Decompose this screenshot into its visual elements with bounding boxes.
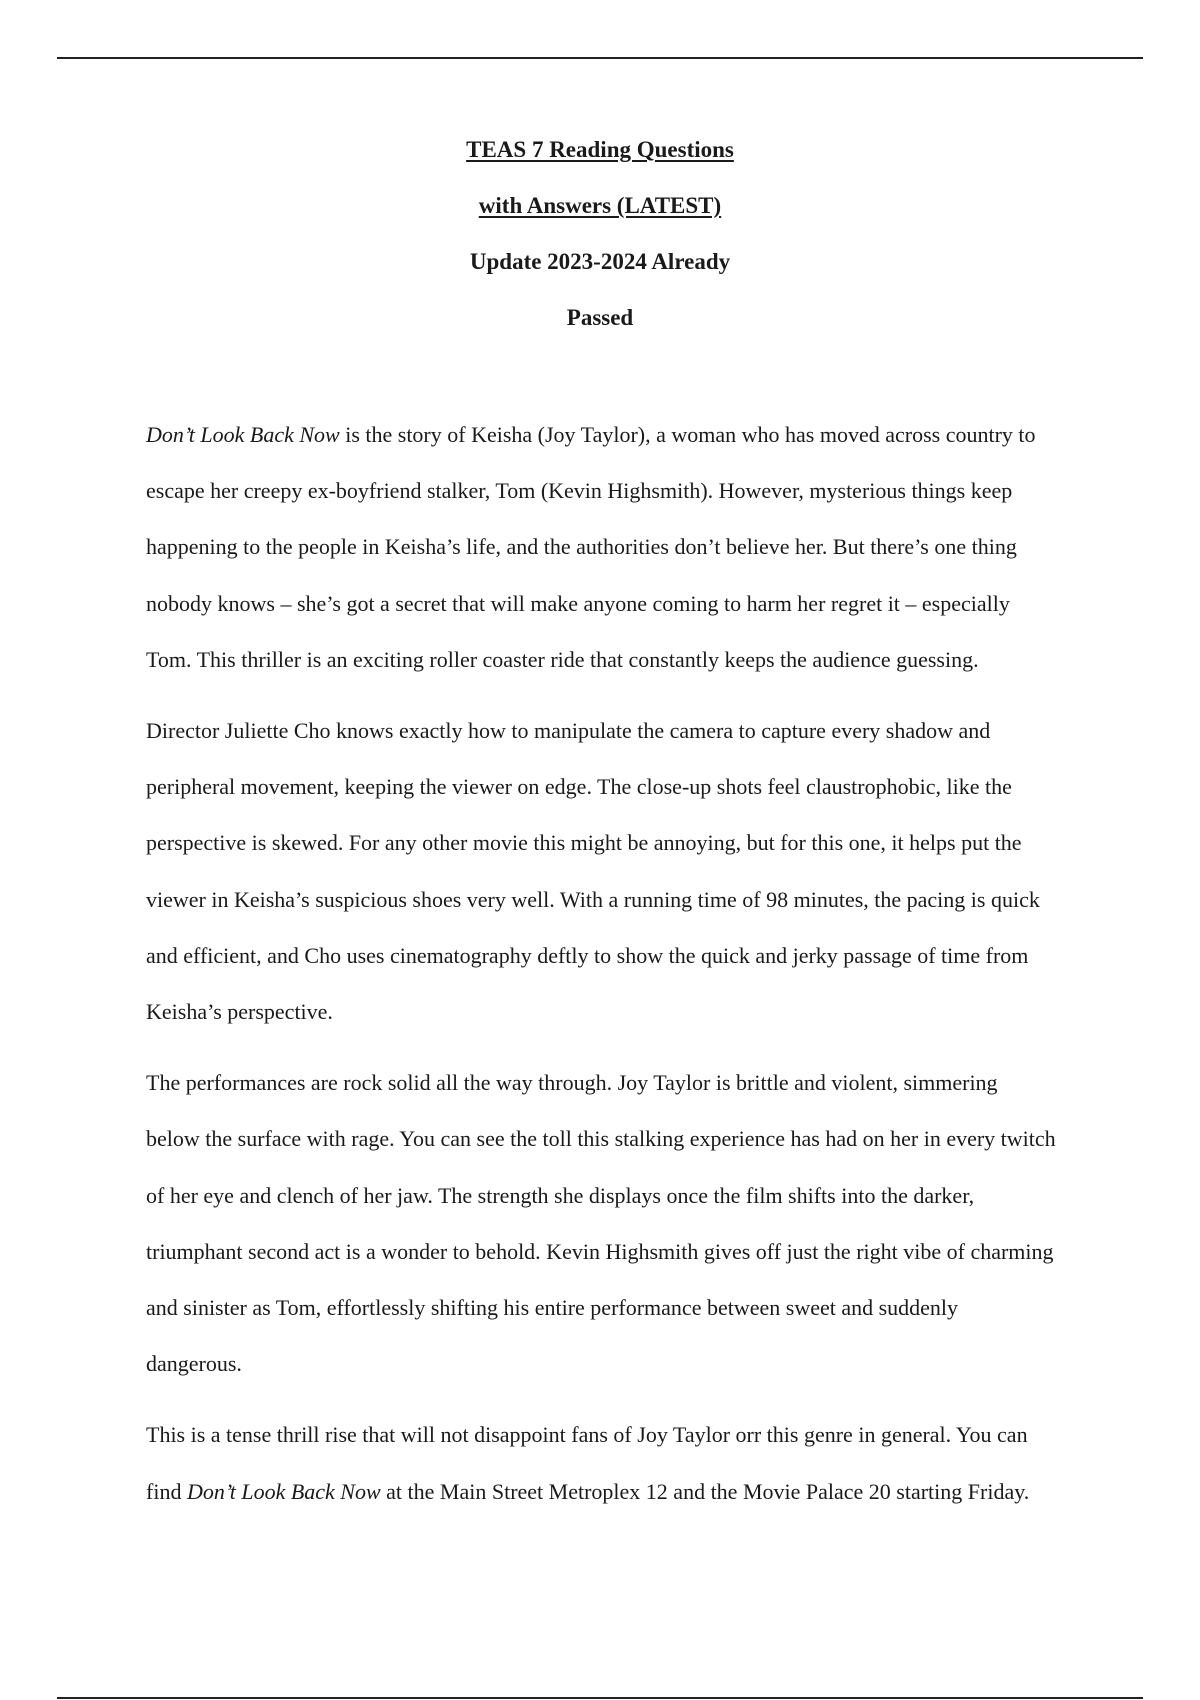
paragraph-1-text: is the story of Keisha (Joy Taylor), a woman who has moved across country to escape her creepy ex-boyfriend stalker, Tom (Kevin Highsmith). However, mysterious things keep happening to the people in Keisha’s life, and the authorities don’t believe her. But there’s one thing nobody knows – she’s got a secret that will make anyone coming to harm her regret it – especially Tom. This thriller is an exciting roller coaster ride that constantly keeps the audience guessing.: [146, 422, 1036, 672]
paragraph-4: [146, 1407, 1056, 1519]
title-line-1: TEAS 7 Reading Questions: [466, 137, 734, 162]
document-title: [0, 130, 1200, 354]
paragraph-2: Director Juliette Cho knows exactly how to manipulate the camera to capture every shadow and peripheral movement, keeping the viewer on edge. The close-up shots feel claustrophobic, like the perspective is skewed. For any other movie this might be annoying, but for this one, it helps put the viewer in Keisha’s suspicious shoes very well. With a running time of 98 minutes, the pacing is quick and efficient, and Cho uses cinematography deftly to show the quick and jerky passage of time from Keisha’s perspective.: [146, 718, 1040, 1025]
movie-title-italic: Don’t Look Back Now: [146, 422, 340, 447]
title-line-3: Update 2023-2024 Already: [469, 249, 731, 274]
title-line-4: Passed: [566, 305, 634, 330]
movie-title-italic: Don’t Look Back Now: [186, 1478, 381, 1504]
review-body: [146, 407, 1056, 1520]
paragraph-4-text-before: This is a tense thrill rise that will not disappoint fans of Joy Taylor orr this genre in general. You can find: [146, 1422, 1028, 1504]
top-rule: [57, 57, 1143, 59]
title-line-2: with Answers (LATEST): [478, 193, 722, 218]
bottom-rule: [57, 1697, 1143, 1699]
paragraph-4-text-after: at the Main Street Metroplex 12 and the Movie Palace 20 starting Friday.: [380, 1478, 1030, 1504]
paragraph-1: [146, 407, 1056, 688]
paragraph-3: The performances are rock solid all the way through. Joy Taylor is brittle and violent, simmering below the surface with rage. You can see the toll this stalking experience has had on her in every twitch of her eye and clench of her jaw. The strength she displays once the film shifts into the darker, triumphant second act is a wonder to behold. Kevin Highsmith gives off just the right vibe of charming and sinister as Tom, effortlessly shifting his entire performance between sweet and suddenly dangerous.: [146, 1070, 1056, 1377]
